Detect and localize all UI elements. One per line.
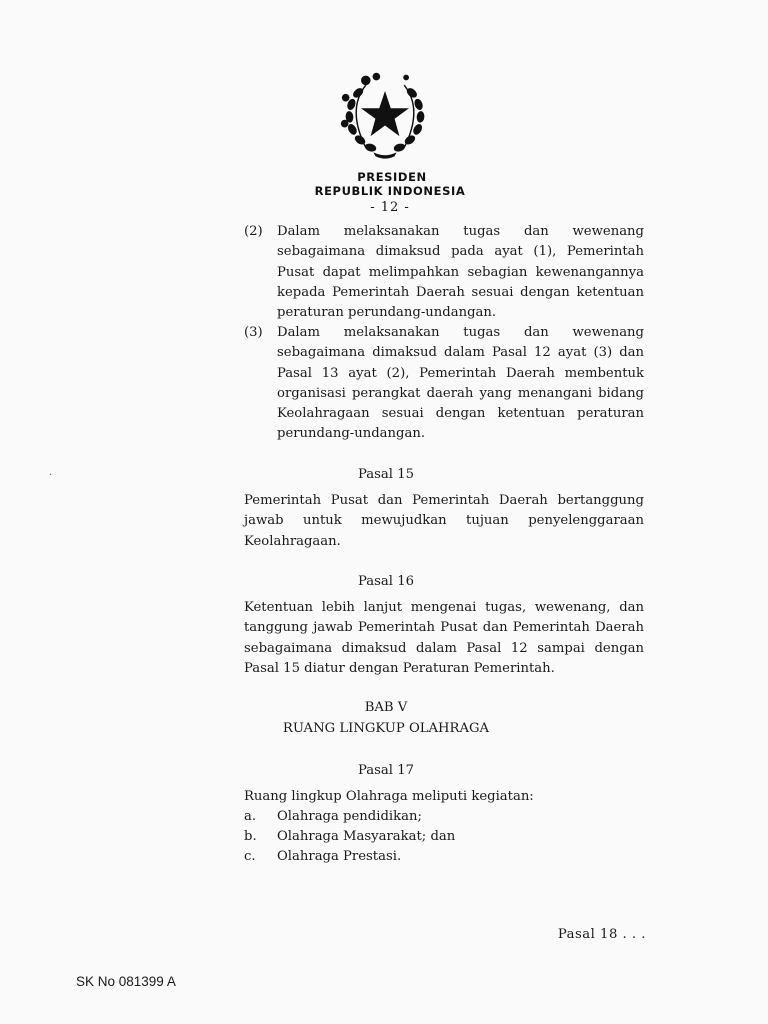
pasal-15-heading: Pasal 15: [358, 467, 414, 482]
ayat-3: [244, 323, 644, 445]
ayat-text: sebagaimana dimaksud dalam Pasal 12 ayat (3) dan Pasal 13 ayat (2), Pemerintah Daerah membentuk organisasi perangkat daerah yang menangani bidang Keolahragaan sesuai dengan ketentuan peraturan perundang-undangan.: [277, 345, 644, 442]
ayat-number: (2): [244, 224, 263, 239]
pasal-16-text: Ketentuan lebih lanjut mengenai tugas, wewenang, dan tanggung jawab Pemerintah Pusat dan Pemerintah Daerah sebagaimana dimaksud dalam Pasal 12 sampai dengan Pasal 15 diatur dengan Peraturan Pemerintah.: [244, 600, 644, 676]
ayat-number: (3): [244, 325, 263, 340]
list-letter: b.: [244, 829, 257, 844]
page-number: - 12 -: [370, 200, 410, 215]
list-text: Olahraga Prestasi.: [277, 849, 402, 864]
list-text: Olahraga pendidikan;: [277, 809, 422, 824]
pasal-17-heading: Pasal 17: [358, 763, 414, 778]
document-code: SK No 081399 A: [76, 974, 176, 989]
ayat-2: [244, 222, 644, 323]
continuation-note: Pasal 18 . . .: [557, 927, 646, 942]
header-title-republik: REPUBLIK INDONESIA: [314, 184, 466, 198]
ayat-first-line: Dalam melaksanakan tugas dan wewenang: [277, 325, 644, 340]
bab-title: RUANG LINGKUP OLAHRAGA: [282, 721, 490, 736]
list-text: Olahraga Masyarakat; dan: [277, 829, 456, 844]
pasal-15-text: Pemerintah Pusat dan Pemerintah Daerah bertanggung jawab untuk mewujudkan tujuan penyelenggaraan Keolahragaan.: [244, 493, 644, 549]
pasal-16-heading: Pasal 16: [358, 574, 414, 589]
ayat-first-line: Dalam melaksanakan tugas dan wewenang: [277, 224, 644, 239]
presidential-emblem-icon: [337, 66, 433, 162]
ayat-text: sebagaimana dimaksud pada ayat (1), Pemerintah Pusat dapat melimpahkan sebagian kewenangannya kepada Pemerintah Daerah sesuai dengan ketentuan peraturan perundang-undangan.: [277, 244, 644, 321]
list-letter: c.: [244, 849, 256, 864]
list-letter: a.: [244, 809, 257, 824]
scan-speck: ·: [49, 470, 53, 481]
bab-number: BAB V: [364, 700, 408, 715]
pasal-17-intro: Ruang lingkup Olahraga meliputi kegiatan:: [244, 789, 534, 804]
header-title-presiden: PRESIDEN: [357, 170, 427, 184]
